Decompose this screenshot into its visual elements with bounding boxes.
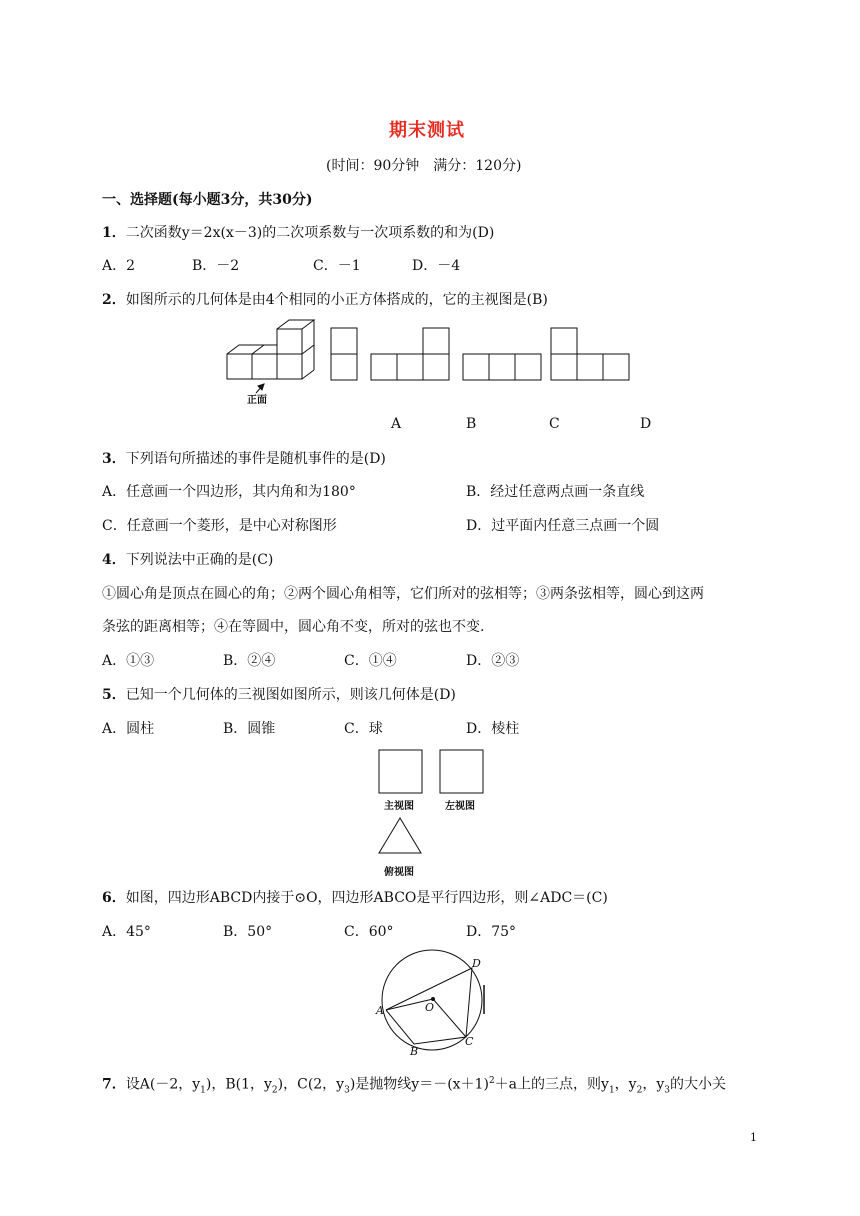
point-label-o: O bbox=[425, 1001, 435, 1014]
question-number: 3． bbox=[102, 451, 126, 467]
q7-text: )是抛物线y＝－(x＋1) bbox=[349, 1076, 489, 1093]
choice-b-label: B bbox=[466, 416, 477, 432]
q7-text: ，y bbox=[642, 1076, 665, 1093]
q4-statements-line1: ①圆心角是顶点在圆心的角；②两个圆心角相等，它们所对的弦相等；③两条弦相等，圆心到这两 bbox=[102, 586, 704, 602]
q7-text: )，C(2，y bbox=[277, 1076, 345, 1093]
q1-option-b: B．－2 bbox=[192, 258, 240, 274]
q7-text: ＋a上的三点，则y bbox=[494, 1076, 609, 1093]
page-title: 期末测试 bbox=[389, 120, 465, 141]
point-label-c: C bbox=[465, 1035, 474, 1048]
q4-option-d: D．②③ bbox=[466, 653, 520, 669]
point-label-d: D bbox=[472, 957, 481, 970]
question-text: 下列说法中正确的是(C) bbox=[125, 552, 274, 568]
q5-option-c: C．球 bbox=[344, 721, 383, 737]
choice-c-figure bbox=[463, 354, 541, 380]
question-4 bbox=[102, 550, 273, 570]
question-text: 已知一个几何体的三视图如图所示，则该几何体是(D) bbox=[125, 687, 456, 703]
q5-option-b: B．圆锥 bbox=[223, 721, 276, 737]
point-label-a: A bbox=[376, 1004, 384, 1017]
point-label-b: B bbox=[410, 1045, 419, 1058]
exam-subtitle: (时间：90分钟 满分：120分) bbox=[326, 158, 522, 174]
subscript: 1 bbox=[200, 1085, 206, 1096]
question-text: 如图，四边形ABCD内接于⊙O，四边形ABCO是平行四边形，则∠ADC＝(C) bbox=[125, 890, 608, 906]
q3-option-d: D．过平面内任意三点画一个圆 bbox=[466, 518, 660, 534]
question-number: 2． bbox=[102, 292, 126, 308]
q3-option-c: C．任意画一个菱形，是中心对称图形 bbox=[102, 518, 337, 534]
subscript: 2 bbox=[271, 1085, 278, 1096]
question-number: 5． bbox=[102, 687, 126, 703]
question-6 bbox=[102, 888, 608, 908]
choice-d-figure bbox=[551, 328, 629, 380]
superscript: 2 bbox=[488, 1076, 495, 1086]
question-number: 1． bbox=[102, 225, 126, 241]
choice-a-label: A bbox=[391, 416, 402, 432]
question-text: 下列语句所描述的事件是随机事件的是(D) bbox=[125, 451, 386, 467]
subscript: 2 bbox=[636, 1085, 643, 1096]
subscript: 3 bbox=[344, 1085, 350, 1096]
q7-text: 设A(－2，y bbox=[125, 1076, 201, 1093]
q6-option-b: B．50° bbox=[223, 924, 273, 940]
question-3 bbox=[102, 449, 386, 469]
question-text: 如图所示的几何体是由4个相同的小正方体搭成的，它的主视图是(B) bbox=[125, 292, 548, 308]
question-7 bbox=[102, 1071, 726, 1100]
choice-a-figure bbox=[331, 328, 357, 380]
choice-d-label: D bbox=[640, 416, 652, 432]
question-number: 6． bbox=[102, 890, 126, 906]
q6-option-a: A．45° bbox=[102, 924, 151, 940]
q4-statements-line2: 条弦的距离相等；④在等圆中，圆心角不变，所对的弦也不变. bbox=[102, 619, 485, 635]
subscript: 1 bbox=[608, 1085, 615, 1096]
page-number: 1 bbox=[750, 1131, 757, 1144]
q7-text: )，B(1，y bbox=[205, 1076, 272, 1093]
q7-text: 的大小关 bbox=[669, 1076, 726, 1093]
q6-option-c: C．60° bbox=[344, 924, 394, 940]
front-label: 正面 bbox=[247, 395, 267, 406]
section-heading: 一、选择题(每小题3分，共30分) bbox=[102, 192, 313, 208]
front-view-label: 主视图 bbox=[384, 801, 414, 812]
q7-text: ，y bbox=[614, 1076, 637, 1093]
question-number: 4． bbox=[102, 552, 126, 568]
q1-option-a: A．2 bbox=[102, 258, 136, 274]
q3-option-b: B．经过任意两点画一条直线 bbox=[466, 484, 645, 500]
choice-b-figure bbox=[371, 328, 449, 380]
side-view-label: 左视图 bbox=[445, 801, 475, 812]
q4-option-b: B．②④ bbox=[223, 653, 276, 669]
subscript: 3 bbox=[664, 1085, 670, 1096]
top-view-label: 俯视图 bbox=[384, 867, 414, 878]
q1-option-d: D．－4 bbox=[412, 258, 461, 274]
q4-option-a: A．①③ bbox=[102, 653, 155, 669]
question-5 bbox=[102, 685, 456, 705]
choice-c-label: C bbox=[549, 416, 560, 432]
q6-option-d: D．75° bbox=[466, 924, 517, 940]
q5-option-a: A．圆柱 bbox=[102, 721, 155, 737]
q3-option-a: A．任意画一个四边形，其内角和为180° bbox=[102, 484, 356, 500]
question-text: 二次函数y＝2x(x－3)的二次项系数与一次项系数的和为(D) bbox=[125, 225, 495, 241]
question-number: 7． bbox=[102, 1076, 126, 1093]
q5-option-d: D．棱柱 bbox=[466, 721, 520, 737]
q1-option-c: C．－1 bbox=[313, 258, 361, 274]
q4-option-c: C．①④ bbox=[344, 653, 397, 669]
